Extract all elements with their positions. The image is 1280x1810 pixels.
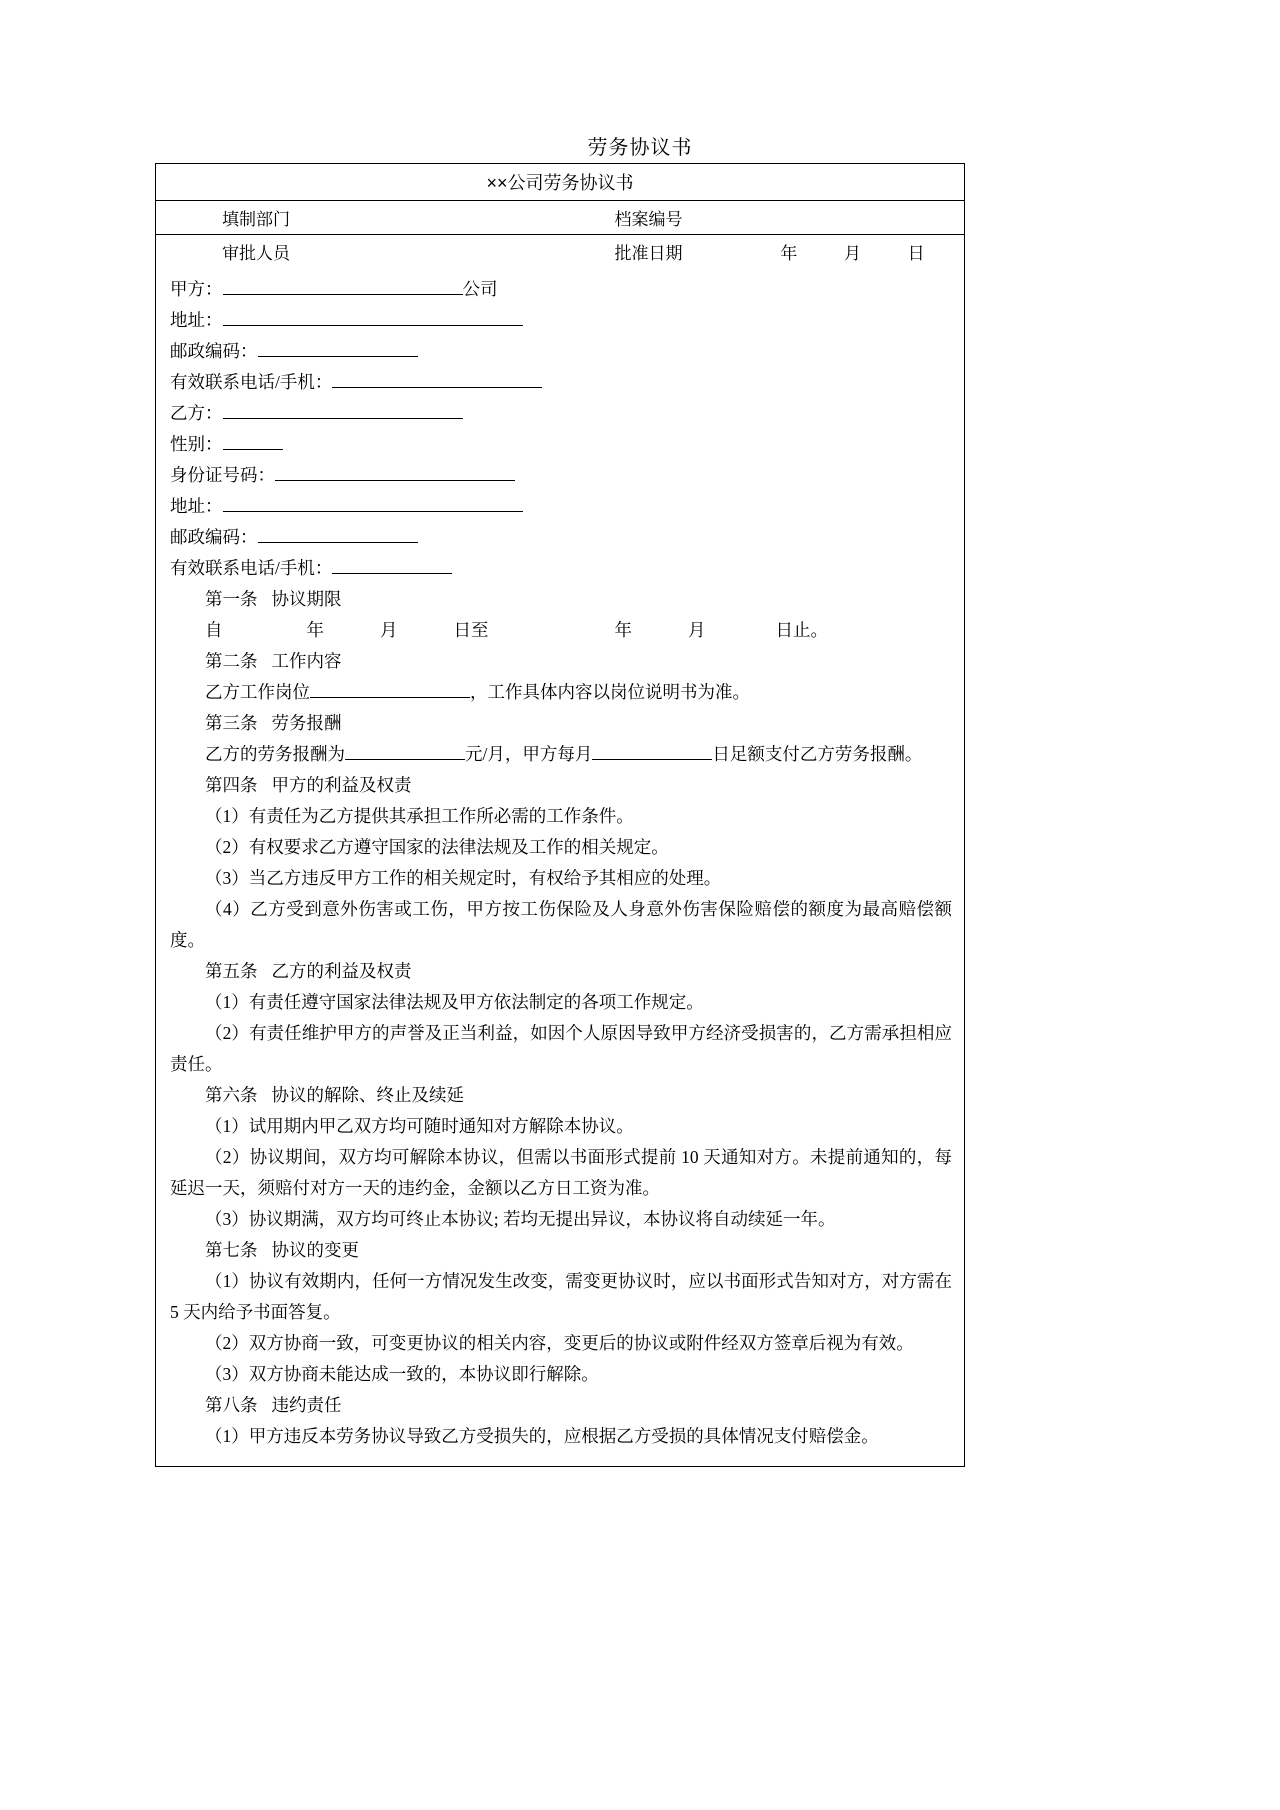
table-row xyxy=(156,201,964,235)
job-position-suffix: ，工作具体内容以岗位说明书为准。 xyxy=(470,682,750,702)
cell-label-approve-date: 批准日期 xyxy=(556,235,741,269)
clause-heading-1 xyxy=(170,584,952,615)
field-party-b-gender xyxy=(170,429,952,460)
label-party-a: 甲方： xyxy=(170,279,223,299)
clause-no-7: 第七条 xyxy=(205,1240,258,1260)
label-party-a-postcode: 邮政编码： xyxy=(170,341,258,361)
cell-label-approver: 审批人员 xyxy=(156,235,356,269)
label-party-a-phone: 有效联系电话/手机： xyxy=(170,372,333,392)
field-party-a-phone xyxy=(170,367,952,398)
table-row xyxy=(156,235,964,269)
input-party-b[interactable] xyxy=(223,401,463,419)
clause-heading-4 xyxy=(170,770,952,801)
clause-heading-8 xyxy=(170,1390,952,1421)
date-year-label: 年 xyxy=(780,244,798,263)
clause-no-5: 第五条 xyxy=(205,961,258,981)
term-month2-label: 月 xyxy=(688,620,706,640)
field-party-b-phone xyxy=(170,553,952,584)
input-pay-day[interactable] xyxy=(592,742,712,760)
field-party-b-postcode xyxy=(170,522,952,553)
cell-label-department: 填制部门 xyxy=(156,201,356,235)
clause-3-line xyxy=(170,739,952,770)
clause-1-term-line xyxy=(170,615,952,646)
clause-4-item-2: （2）有权要求乙方遵守国家的法律法规及工作的相关规定。 xyxy=(205,837,669,857)
table-title-row xyxy=(156,164,964,201)
suffix-company: 公司 xyxy=(462,279,498,299)
clause-no-2: 第二条 xyxy=(205,651,258,671)
date-month-label: 月 xyxy=(844,244,861,263)
label-party-b-gender: 性别： xyxy=(170,434,223,454)
clause-title-3: 劳务报酬 xyxy=(271,713,342,733)
input-party-a-phone[interactable] xyxy=(332,370,542,388)
term-from-label: 自 xyxy=(205,620,223,640)
pay-label-pre: 乙方的劳务报酬为 xyxy=(205,744,345,764)
clause-title-5: 乙方的利益及权责 xyxy=(271,961,412,981)
input-party-b-gender[interactable] xyxy=(223,432,283,450)
term-day-to-label: 日至 xyxy=(453,620,489,640)
table-title: ××公司劳务协议书 xyxy=(156,164,964,201)
clause-heading-5 xyxy=(170,956,952,987)
input-party-a-address[interactable] xyxy=(223,308,523,326)
label-party-b-address: 地址： xyxy=(170,496,223,516)
clause-no-3: 第三条 xyxy=(205,713,258,733)
term-year-label: 年 xyxy=(306,620,324,640)
input-party-b-id[interactable] xyxy=(275,463,515,481)
field-party-b xyxy=(170,398,952,429)
clause-7-item-3: （3）双方协商未能达成一致的，本协议即行解除。 xyxy=(205,1364,599,1384)
field-party-a-address xyxy=(170,305,952,336)
clause-title-2: 工作内容 xyxy=(271,651,342,671)
clause-heading-3 xyxy=(170,708,952,739)
agreement-body xyxy=(156,268,964,1466)
clause-heading-6 xyxy=(170,1080,952,1111)
label-party-b-postcode: 邮政编码： xyxy=(170,527,258,547)
clause-no-8: 第八条 xyxy=(205,1395,258,1415)
clause-title-1: 协议期限 xyxy=(271,589,342,609)
clause-no-4: 第四条 xyxy=(205,775,258,795)
clause-5-item-1: （1）有责任遵守国家法律法规及甲方依法制定的各项工作规定。 xyxy=(205,992,704,1012)
clause-title-8: 违约责任 xyxy=(271,1395,342,1415)
cell-value-approve-date[interactable] xyxy=(741,235,964,269)
field-party-b-address xyxy=(170,491,952,522)
clause-title-7: 协议的变更 xyxy=(271,1240,359,1260)
clause-4-item-4: （4）乙方受到意外伤害或工伤，甲方按工伤保险及人身意外伤害保险赔偿的额度为最高赔偿额度。 xyxy=(170,899,952,950)
job-position-label: 乙方工作岗位 xyxy=(205,682,310,702)
label-party-b-id: 身份证号码： xyxy=(170,465,275,485)
pay-label-post: 日足额支付乙方劳务报酬。 xyxy=(712,744,923,764)
clause-title-4: 甲方的利益及权责 xyxy=(271,775,412,795)
input-job-position[interactable] xyxy=(310,680,470,698)
field-party-b-id xyxy=(170,460,952,491)
term-year2-label: 年 xyxy=(614,620,632,640)
clause-no-6: 第六条 xyxy=(205,1085,258,1105)
clause-heading-7 xyxy=(170,1235,952,1266)
input-party-a-postcode[interactable] xyxy=(258,339,418,357)
agreement-frame xyxy=(155,163,965,1467)
clause-4-item-3: （3）当乙方违反甲方工作的相关规定时，有权给予其相应的处理。 xyxy=(205,868,722,888)
date-day-label: 日 xyxy=(907,244,925,263)
page-title: 劳务协议书 xyxy=(587,137,693,159)
clause-7-item-1: （1）协议有效期内，任何一方情况发生改变，需变更协议时，应以书面形式告知对方，对方需在 5 天内给予书面答复。 xyxy=(170,1271,952,1322)
input-party-b-phone[interactable] xyxy=(332,556,452,574)
field-party-a-postcode xyxy=(170,336,952,367)
clause-6-item-3: （3）协议期满，双方均可终止本协议; 若均无提出异议，本协议将自动续延一年。 xyxy=(205,1209,836,1229)
clause-6-item-2: （2）协议期间，双方均可解除本协议，但需以书面形式提前 10 天通知对方。未提前通知的，每延迟一天，须赔付对方一天的违约金，金额以乙方日工资为准。 xyxy=(170,1147,952,1198)
pay-label-mid: 元/月，甲方每月 xyxy=(465,744,593,764)
input-pay-amount[interactable] xyxy=(345,742,465,760)
clause-title-6: 协议的解除、终止及续延 xyxy=(271,1085,464,1105)
field-party-a xyxy=(170,274,952,305)
clause-no-1: 第一条 xyxy=(205,589,258,609)
label-party-b: 乙方： xyxy=(170,403,223,423)
input-party-b-postcode[interactable] xyxy=(258,525,418,543)
cell-value-file-no[interactable] xyxy=(741,201,964,235)
clause-6-item-1: （1）试用期内甲乙双方均可随时通知对方解除本协议。 xyxy=(205,1116,634,1136)
clause-5-item-2: （2）有责任维护甲方的声誉及正当利益，如因个人原因导致甲方经济受损害的，乙方需承担相应责任。 xyxy=(170,1023,952,1074)
clause-heading-2 xyxy=(170,646,952,677)
cell-value-approver[interactable] xyxy=(356,235,556,269)
label-party-a-address: 地址： xyxy=(170,310,223,330)
clause-2-line xyxy=(170,677,952,708)
clause-8-item-1: （1）甲方违反本劳务协议导致乙方受损失的，应根据乙方受损的具体情况支付赔偿金。 xyxy=(205,1426,879,1446)
clause-4-item-1: （1）有责任为乙方提供其承担工作所必需的工作条件。 xyxy=(205,806,634,826)
input-party-a[interactable] xyxy=(223,277,463,295)
term-month-label: 月 xyxy=(380,620,398,640)
header-table xyxy=(156,164,964,268)
term-day-end-label: 日止。 xyxy=(775,620,828,640)
input-party-b-address[interactable] xyxy=(223,494,523,512)
label-party-b-phone: 有效联系电话/手机： xyxy=(170,558,333,578)
clause-7-item-2: （2）双方协商一致，可变更协议的相关内容，变更后的协议或附件经双方签章后视为有效。 xyxy=(205,1333,914,1353)
cell-label-file-no: 档案编号 xyxy=(556,201,741,235)
cell-value-department[interactable] xyxy=(356,201,556,235)
